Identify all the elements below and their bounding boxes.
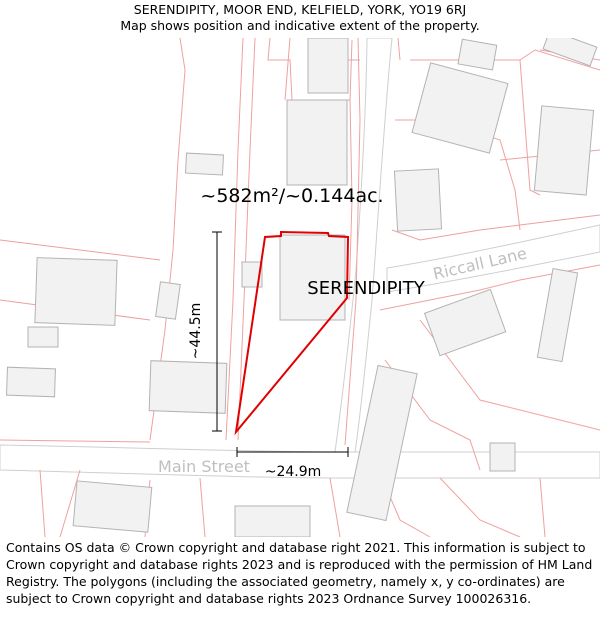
map-subtitle: Map shows position and indicative extent of the property. bbox=[120, 18, 480, 33]
building bbox=[412, 63, 508, 153]
height-dimension-label: ~44.5m bbox=[188, 302, 204, 360]
building bbox=[308, 38, 348, 93]
area-label: ~582m²/~0.144ac. bbox=[200, 185, 384, 207]
building bbox=[235, 506, 310, 537]
map-header bbox=[0, 0, 600, 38]
building bbox=[73, 481, 152, 532]
map-canvas[interactable] bbox=[0, 38, 600, 537]
main-street-label: Main Street bbox=[158, 457, 250, 476]
building bbox=[35, 258, 117, 326]
building bbox=[537, 269, 577, 362]
building bbox=[7, 367, 56, 397]
building bbox=[149, 361, 227, 414]
riccall-lane-label: Riccall Lane bbox=[431, 243, 529, 284]
building bbox=[458, 39, 497, 70]
building bbox=[394, 169, 441, 231]
building bbox=[28, 327, 58, 347]
property-label: SERENDIPITY bbox=[307, 278, 425, 299]
building bbox=[425, 289, 506, 355]
building bbox=[287, 100, 347, 185]
property-address: SERENDIPITY, MOOR END, KELFIELD, YORK, YO19 6RJ bbox=[133, 2, 467, 17]
copyright-notice: Contains OS data © Crown copyright and database right 2021. This information is subject to Crown copyright and database rights 2023 and is reproduced with the permission of HM Land Registry. The polygons (including the associated geometry, namely x, y co-ordinates) are subject to Crown copyright and database rights 2023 Ordnance Survey 100026316. bbox=[6, 540, 593, 606]
building bbox=[543, 38, 597, 66]
building bbox=[186, 153, 224, 175]
width-dimension-label: ~24.9m bbox=[264, 464, 322, 480]
building bbox=[156, 282, 181, 319]
building bbox=[534, 106, 593, 195]
map-area[interactable] bbox=[0, 38, 600, 537]
building bbox=[490, 443, 515, 471]
